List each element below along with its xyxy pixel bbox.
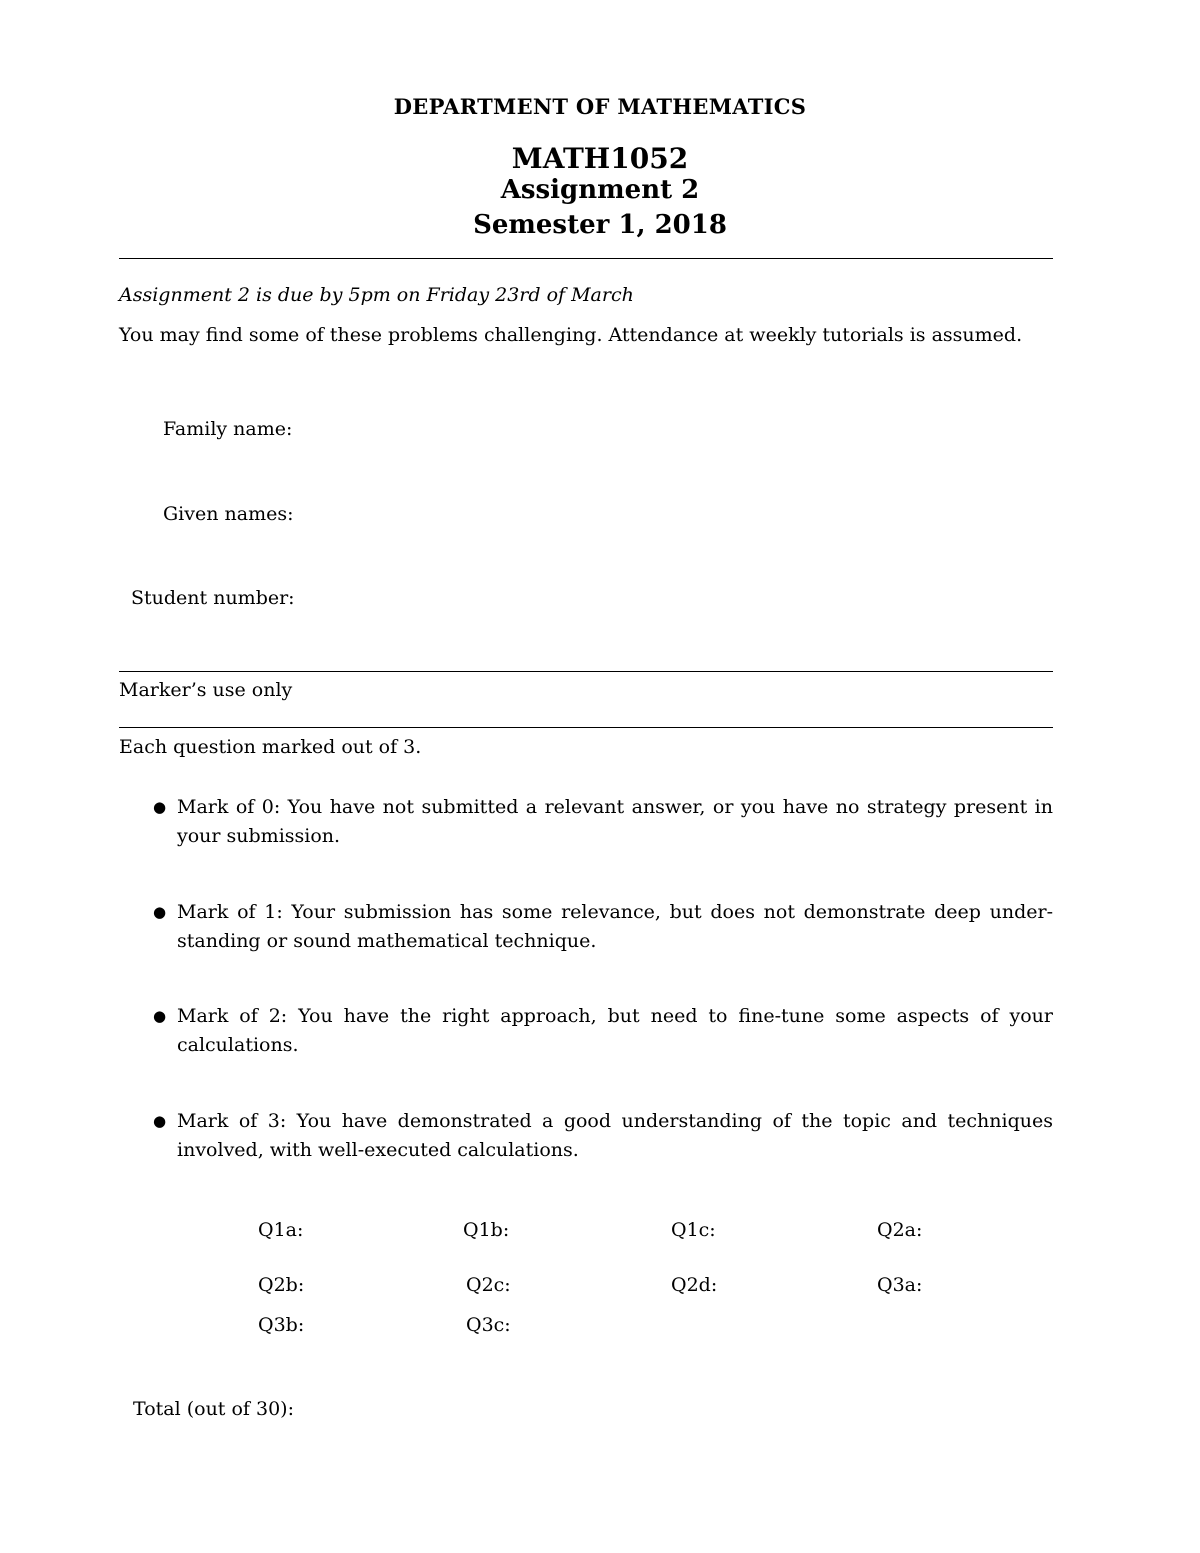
marking-scale-intro: Each question marked out of 3. [119,736,422,758]
marker-bottom-divider [119,727,1053,728]
question-score-label: Q2d: [671,1274,718,1296]
question-score-label: Q2b: [258,1274,305,1296]
question-score-label: Q1a: [258,1219,304,1241]
total-score-label: Total (out of 30): [133,1398,294,1420]
marker-heading: Marker’s use only [119,679,293,701]
criterion-text: Mark of 1: Your submission has some relevance, but does not demonstrate deep under-standing or sound mathematical technique. [177,901,1053,952]
criterion-item [153,898,1053,958]
family-name-label: Family name: [163,418,293,440]
tutorial-note: You may find some of these problems challenging. Attendance at weekly tutorials is assumed. [119,324,1023,346]
marker-top-divider [119,671,1053,672]
student-number-label: Student number: [131,587,295,609]
question-score-label: Q3b: [258,1314,305,1336]
question-score-label: Q1c: [671,1219,716,1241]
bullet-icon: ● [153,903,167,921]
assignment-title: Assignment 2 [500,175,700,205]
question-score-label: Q1b: [463,1219,510,1241]
criterion-text: Mark of 0: You have not submitted a relevant answer, or you have no strategy present in your submission. [177,796,1053,847]
question-score-label: Q2c: [466,1274,511,1296]
course-code: MATH1052 [511,142,689,175]
department-heading: DEPARTMENT OF MATHEMATICS [393,94,807,119]
header-divider [119,258,1053,259]
bullet-icon: ● [153,798,167,816]
criterion-item [153,1002,1053,1062]
bullet-icon: ● [153,1007,167,1025]
bullet-icon: ● [153,1112,167,1130]
semester-label: Semester 1, 2018 [473,210,727,240]
due-date-note: Assignment 2 is due by 5pm on Friday 23rd of March [119,284,634,306]
question-score-label: Q3c: [466,1314,511,1336]
criterion-text: Mark of 2: You have the right approach, but need to fine-tune some aspects of your calculations. [177,1005,1053,1056]
question-score-label: Q2a: [877,1219,923,1241]
question-score-label: Q3a: [877,1274,923,1296]
criterion-text: Mark of 3: You have demonstrated a good understanding of the topic and techniques involved, with well-executed calculations. [177,1110,1053,1161]
given-names-label: Given names: [163,503,294,525]
criterion-item [153,793,1053,853]
criterion-item [153,1107,1053,1167]
